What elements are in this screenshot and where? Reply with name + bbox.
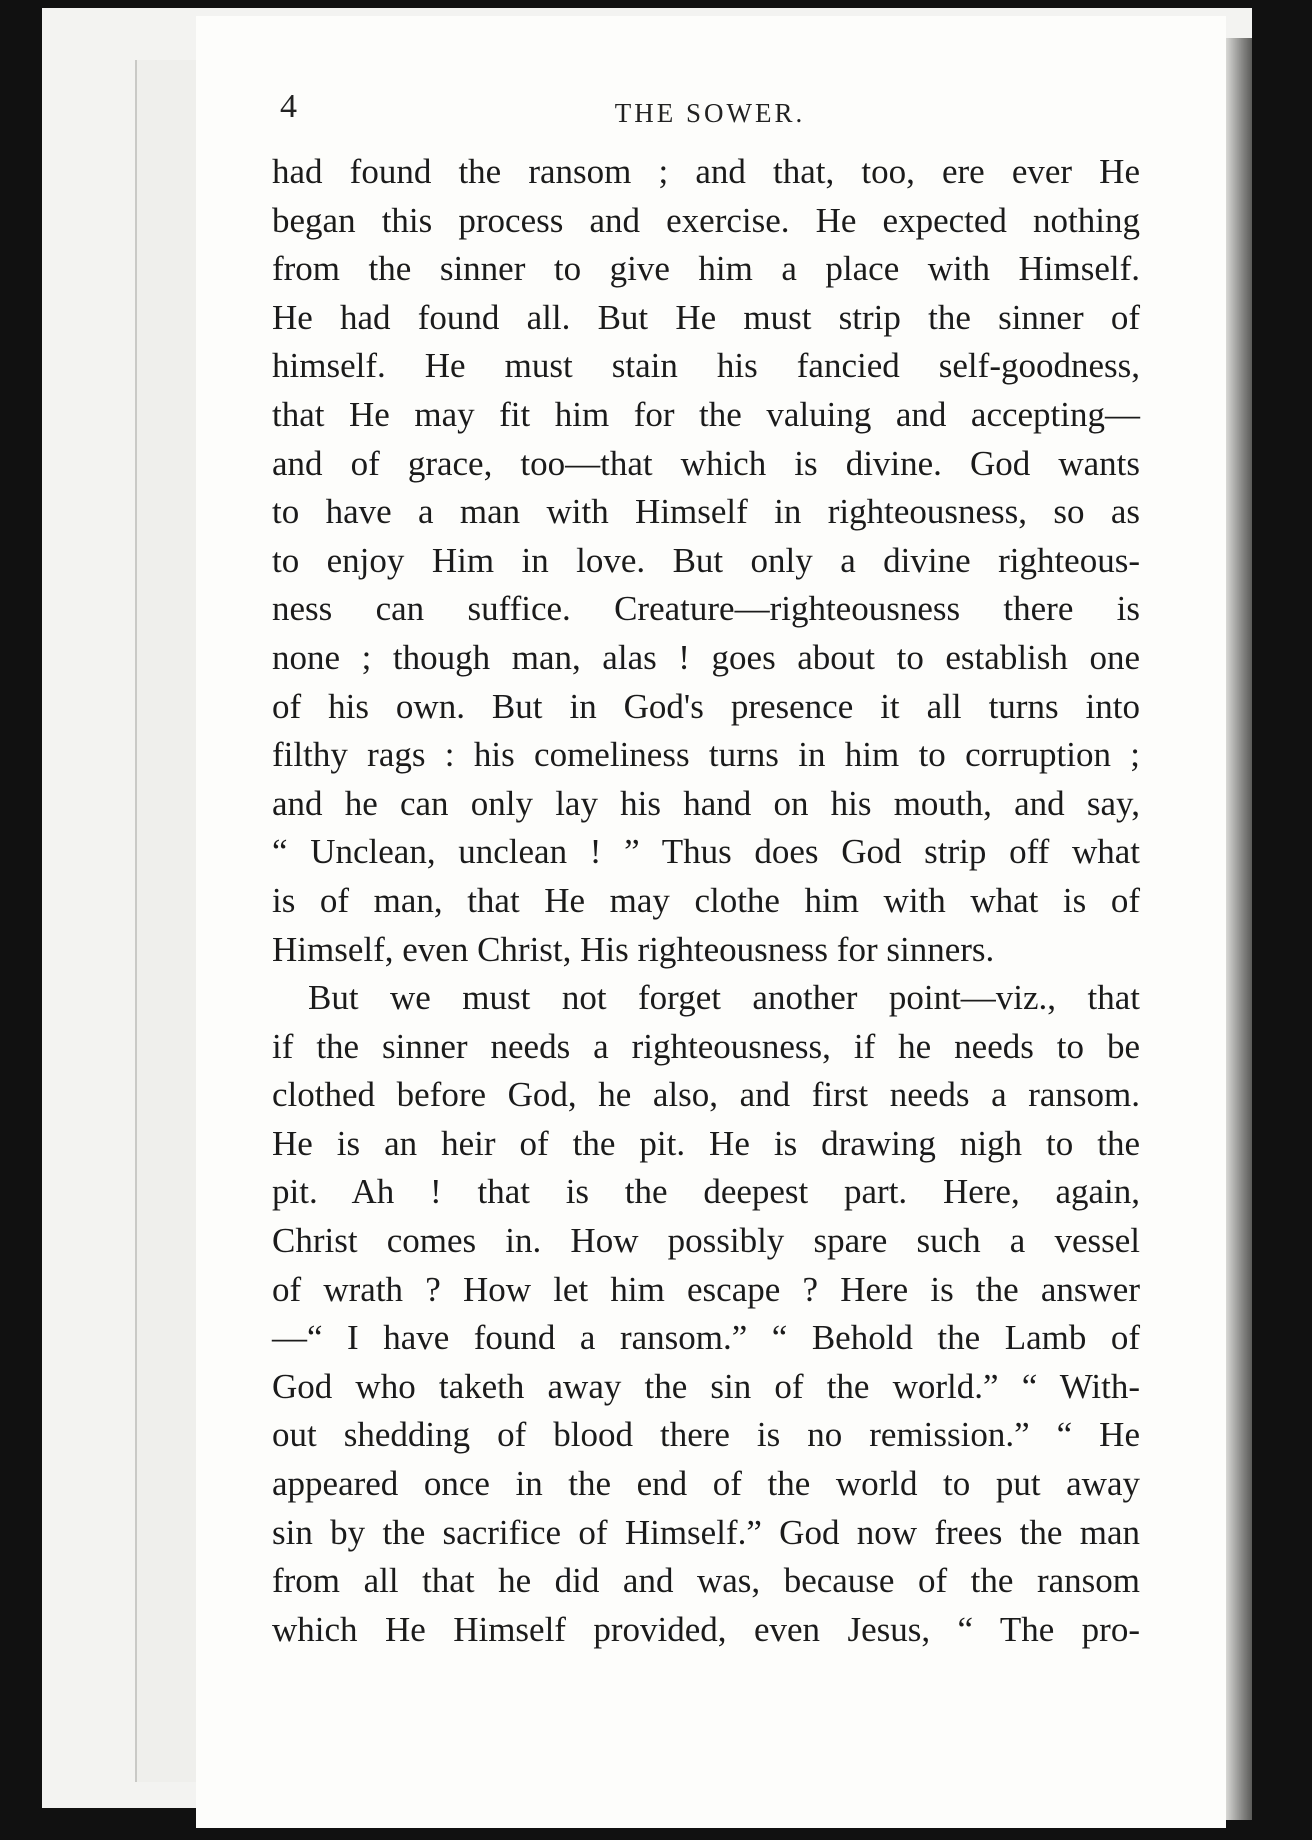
text-line: and of grace, too—that which is divine. God wants (272, 443, 1140, 483)
text-line: of his own. But in God's presence it all turns into (272, 686, 1140, 726)
text-line: of wrath ? How let him escape ? Here is the answer (272, 1269, 1140, 1309)
page-edge-shadow (1226, 38, 1252, 1820)
text-line: —“ I have found a ransom.” “ Behold the Lamb of (272, 1318, 1140, 1358)
text-line: from the sinner to give him a place with Himself. (272, 249, 1140, 289)
page-header (280, 88, 1140, 134)
text-line: which He Himself provided, even Jesus, “ The pro- (272, 1609, 1140, 1649)
text-line: God who taketh away the sin of the world.” “ With- (272, 1366, 1140, 1406)
text-line: to enjoy Him in love. But only a divine righteous- (272, 540, 1140, 580)
text-line: is of man, that He may clothe him with what is of (272, 880, 1140, 920)
text-line: But we must not forget another point—viz., that (308, 978, 1140, 1018)
text-line: himself. He must stain his fancied self-goodness, (272, 346, 1140, 386)
text-line: from all that he did and was, because of the ransom (272, 1561, 1140, 1601)
text-line: none ; though man, alas ! goes about to establish one (272, 637, 1140, 677)
text-line: to have a man with Himself in righteousness, so as (272, 492, 1140, 532)
text-line: had found the ransom ; and that, too, ere ever He (272, 152, 1140, 191)
text-line: began this process and exercise. He expected nothing (272, 200, 1140, 240)
text-line: Christ comes in. How possibly spare such a vessel (272, 1221, 1140, 1261)
body-text (272, 148, 1140, 1654)
text-line: clothed before God, he also, and first needs a ransom. (272, 1075, 1140, 1115)
text-line: ness can suffice. Creature—righteousness there is (272, 589, 1140, 629)
text-line: appeared once in the end of the world to put away (272, 1464, 1140, 1504)
text-line: Himself, even Christ, His righteousness for sinners. (272, 929, 995, 969)
text-line: out shedding of blood there is no remission.” “ He (272, 1415, 1140, 1455)
text-line: sin by the sacrifice of Himself.” God now frees the man (272, 1512, 1140, 1552)
text-line: filthy rags : his comeliness turns in him to corruption ; (272, 735, 1140, 775)
text-line: He had found all. But He must strip the sinner of (272, 297, 1140, 337)
text-line: that He may fit him for the valuing and accepting— (272, 394, 1140, 434)
text-line: pit. Ah ! that is the deepest part. Here, again, (272, 1172, 1140, 1212)
text-line: and he can only lay his hand on his mouth, and say, (272, 783, 1140, 823)
page-number: 4 (280, 88, 297, 125)
text-line: “ Unclean, unclean ! ” Thus does God strip off what (272, 832, 1140, 872)
running-head: THE SOWER. (614, 98, 806, 128)
text-line: He is an heir of the pit. He is drawing nigh to the (272, 1123, 1140, 1163)
text-line: if the sinner needs a righteousness, if he needs to be (272, 1026, 1140, 1066)
